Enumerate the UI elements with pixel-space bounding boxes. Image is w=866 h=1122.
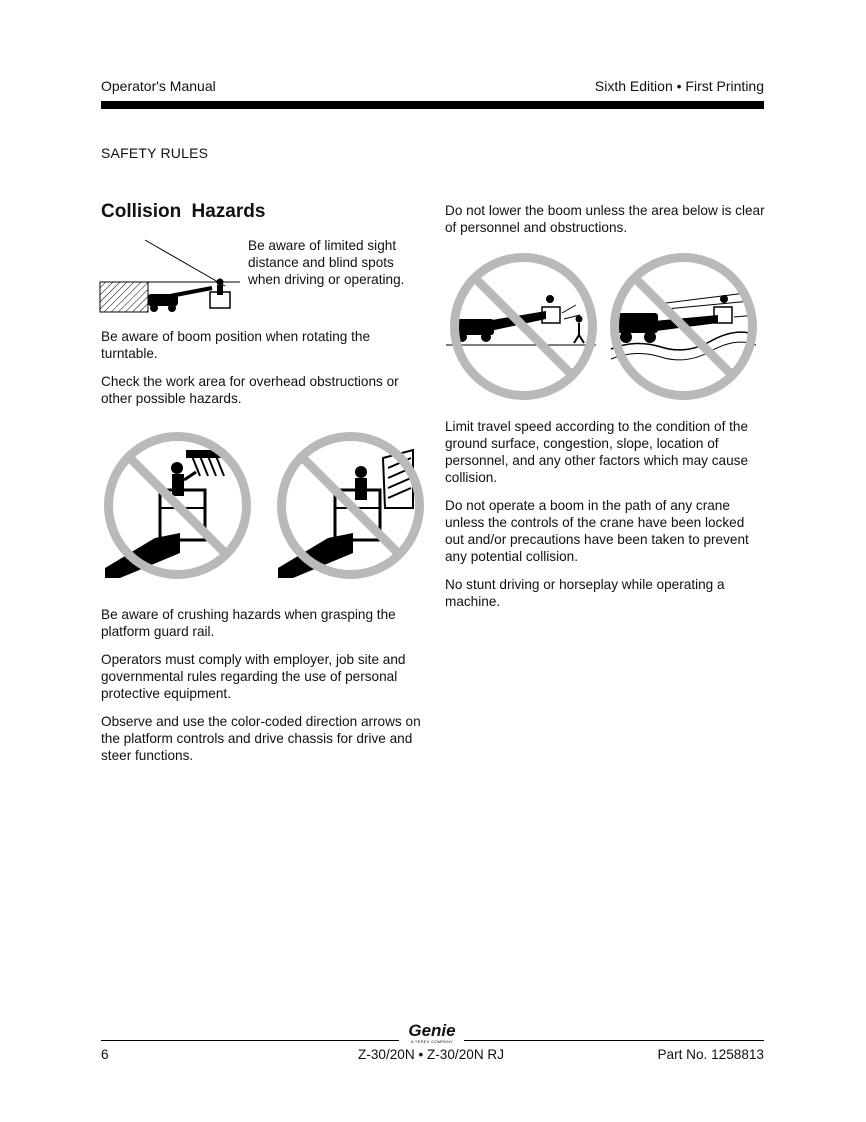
right-paragraph-1: Do not lower the boom unless the area below is clear of personnel and obstructions.: [445, 203, 765, 235]
left-paragraph-5: Observe and use the color-coded direction arrows on the platform controls and drive chassis for drive and steer functions.: [101, 714, 421, 763]
left-paragraph-2: Check the work area for overhead obstructions or other possible hazards.: [101, 374, 399, 406]
lowering-boom-sign: [446, 249, 601, 404]
footer-rule-left: [101, 1040, 399, 1041]
header-rule: [101, 101, 764, 109]
logo-text: Genie: [408, 1021, 456, 1040]
part-number: Part No. 1258813: [657, 1047, 764, 1062]
genie-logo: [404, 1022, 460, 1044]
header-right: Sixth Edition • First Printing: [594, 78, 764, 94]
right-paragraph-4: No stunt driving or horseplay while operating a machine.: [445, 577, 725, 609]
section-label: SAFETY RULES: [101, 145, 209, 161]
page-title: Collision Hazards: [101, 201, 266, 222]
blind-spot-illustration: [100, 238, 240, 313]
speed-hazard-sign: [606, 249, 761, 404]
left-paragraph-4: Operators must comply with employer, job site and governmental rules regarding the use of personal protective equipment.: [101, 652, 406, 701]
footer-rule-right: [464, 1040, 764, 1041]
right-paragraph-2: Limit travel speed according to the condition of the ground surface, congestion, slope, location of personnel, and any other factors which may cause collision.: [445, 419, 749, 485]
header-left: Operator's Manual: [101, 78, 216, 94]
model-number: Z-30/20N • Z-30/20N RJ: [358, 1047, 505, 1062]
left-paragraph-1: Be aware of boom position when rotating the turntable.: [101, 329, 371, 361]
left-paragraph-3: Be aware of crushing hazards when grasping the platform guard rail.: [101, 607, 396, 639]
overhead-hazard-sign-2: [273, 428, 428, 583]
page-number: 6: [101, 1047, 109, 1062]
right-paragraph-3: Do not operate a boom in the path of any crane unless the controls of the crane have been locked out and/or precautions have been taken to prevent any potential collision.: [445, 498, 749, 564]
blind-spot-text: Be aware of limited sight distance and blind spots when driving or operating.: [248, 238, 405, 287]
overhead-hazard-sign-1: [100, 428, 255, 583]
logo-subtext: A TEREX COMPANY: [410, 1039, 454, 1044]
